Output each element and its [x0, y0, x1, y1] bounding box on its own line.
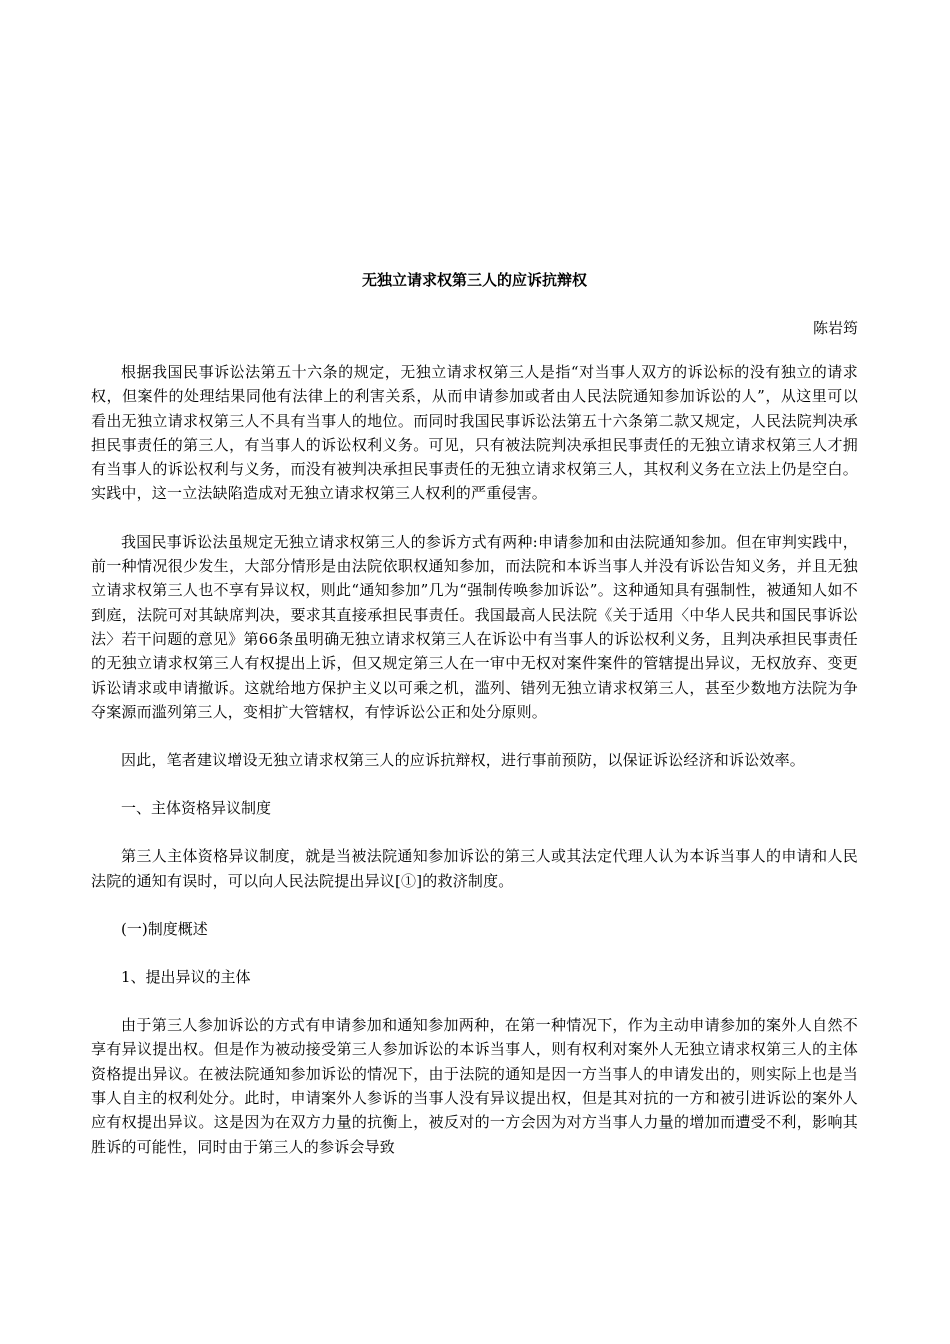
document-author: 陈岩筠	[812, 319, 858, 337]
paragraph-subject-detail: 由于第三人参加诉讼的方式有申请参加和通知参加两种，在第一种情况下，作为主动申请参加的案外人自然不享有异议提出权。但是作为被动接受第三人参加诉讼的本诉当事人，则有权利对案外人无独立请求权第三人的主体资格提出异议。在被法院通知参加诉讼的情况下，由于法院的通知是因一方当事人的申请发出的，则实际上也是当事人自主的权利处分。此时，申请案外人参诉的当事人没有异议提出权，但是其对抗的一方和被引进诉讼的案外人应有权提出异议。这是因为在双方力量的抗衡上，被反对的一方会因为对方当事人力量的增加而遭受不利，影响其胜诉的可能性，同时由于第三人的参诉会导致	[91, 1016, 858, 1156]
subsection-heading-subject: 1、提出异议的主体	[121, 968, 251, 987]
subsection-heading-overview: (一)制度概述	[121, 920, 208, 939]
paragraph-intro: 根据我国民事诉讼法第五十六条的规定，无独立请求权第三人是指“对当事人双方的诉讼标的没有独立的请求权，但案件的处理结果同他有法律上的利害关系，从而申请参加或者由人民法院通知参加诉讼的人”，从这里可以看出无独立请求权第三人不具有当事人的地位。而同时我国民事诉讼法第五十六条第二款又规定，人民法院判决承担民事责任的第三人，有当事人的诉讼权利义务。可见，只有被法院判决承担民事责任的无独立请求权第三人才拥有当事人的诉讼权利与义务，而没有被判决承担民事责任的无独立请求权第三人，其权利义务在立法上仍是空白。实践中，这一立法缺陷造成对无独立请求权第三人权利的严重侵害。	[91, 363, 858, 503]
paragraph-proposal: 因此，笔者建议增设无独立请求权第三人的应诉抗辩权，进行事前预防，以保证诉讼经济和诉讼效率。	[121, 751, 806, 770]
paragraph-participation: 我国民事诉讼法虽规定无独立请求权第三人的参诉方式有两种:申请参加和由法院通知参加。但在审判实践中，前一种情况很少发生，大部分情形是由法院依职权通知参加，而法院和本诉当事人并没有诉讼告知义务，并且无独立请求权第三人也不享有异议权，则此“通知参加”几为“强制传唤参加诉讼”。这种通知具有强制性，被通知人如不到庭，法院可对其缺席判决，要求其直接承担民事责任。我国最高人民法院《关于适用〈中华人民共和国民事诉讼法〉若干问题的意见》第66条虽明确无独立请求权第三人在诉讼中有当事人的诉讼权利义务，且判决承担民事责任的无独立请求权第三人有权提出上诉，但又规定第三人在一审中无权对案件案件的管辖提出异议，无权放弃、变更诉讼请求或申请撤诉。这就给地方保护主义以可乘之机，滥列、错列无独立请求权第三人，甚至少数地方法院为争夺案源而滥列第三人，变相扩大管辖权，有悖诉讼公正和处分原则。	[91, 532, 858, 721]
document-title: 无独立请求权第三人的应诉抗辩权	[361, 271, 587, 289]
section-heading-1: 一、主体资格异议制度	[121, 799, 272, 818]
paragraph-objection-definition: 第三人主体资格异议制度，就是当被法院通知参加诉讼的第三人或其法定代理人认为本诉当事人的申请和人民法院的通知有误时，可以向人民法院提出异议[①]的救济制度。	[91, 847, 858, 890]
document-page	[91, 268, 858, 1183]
